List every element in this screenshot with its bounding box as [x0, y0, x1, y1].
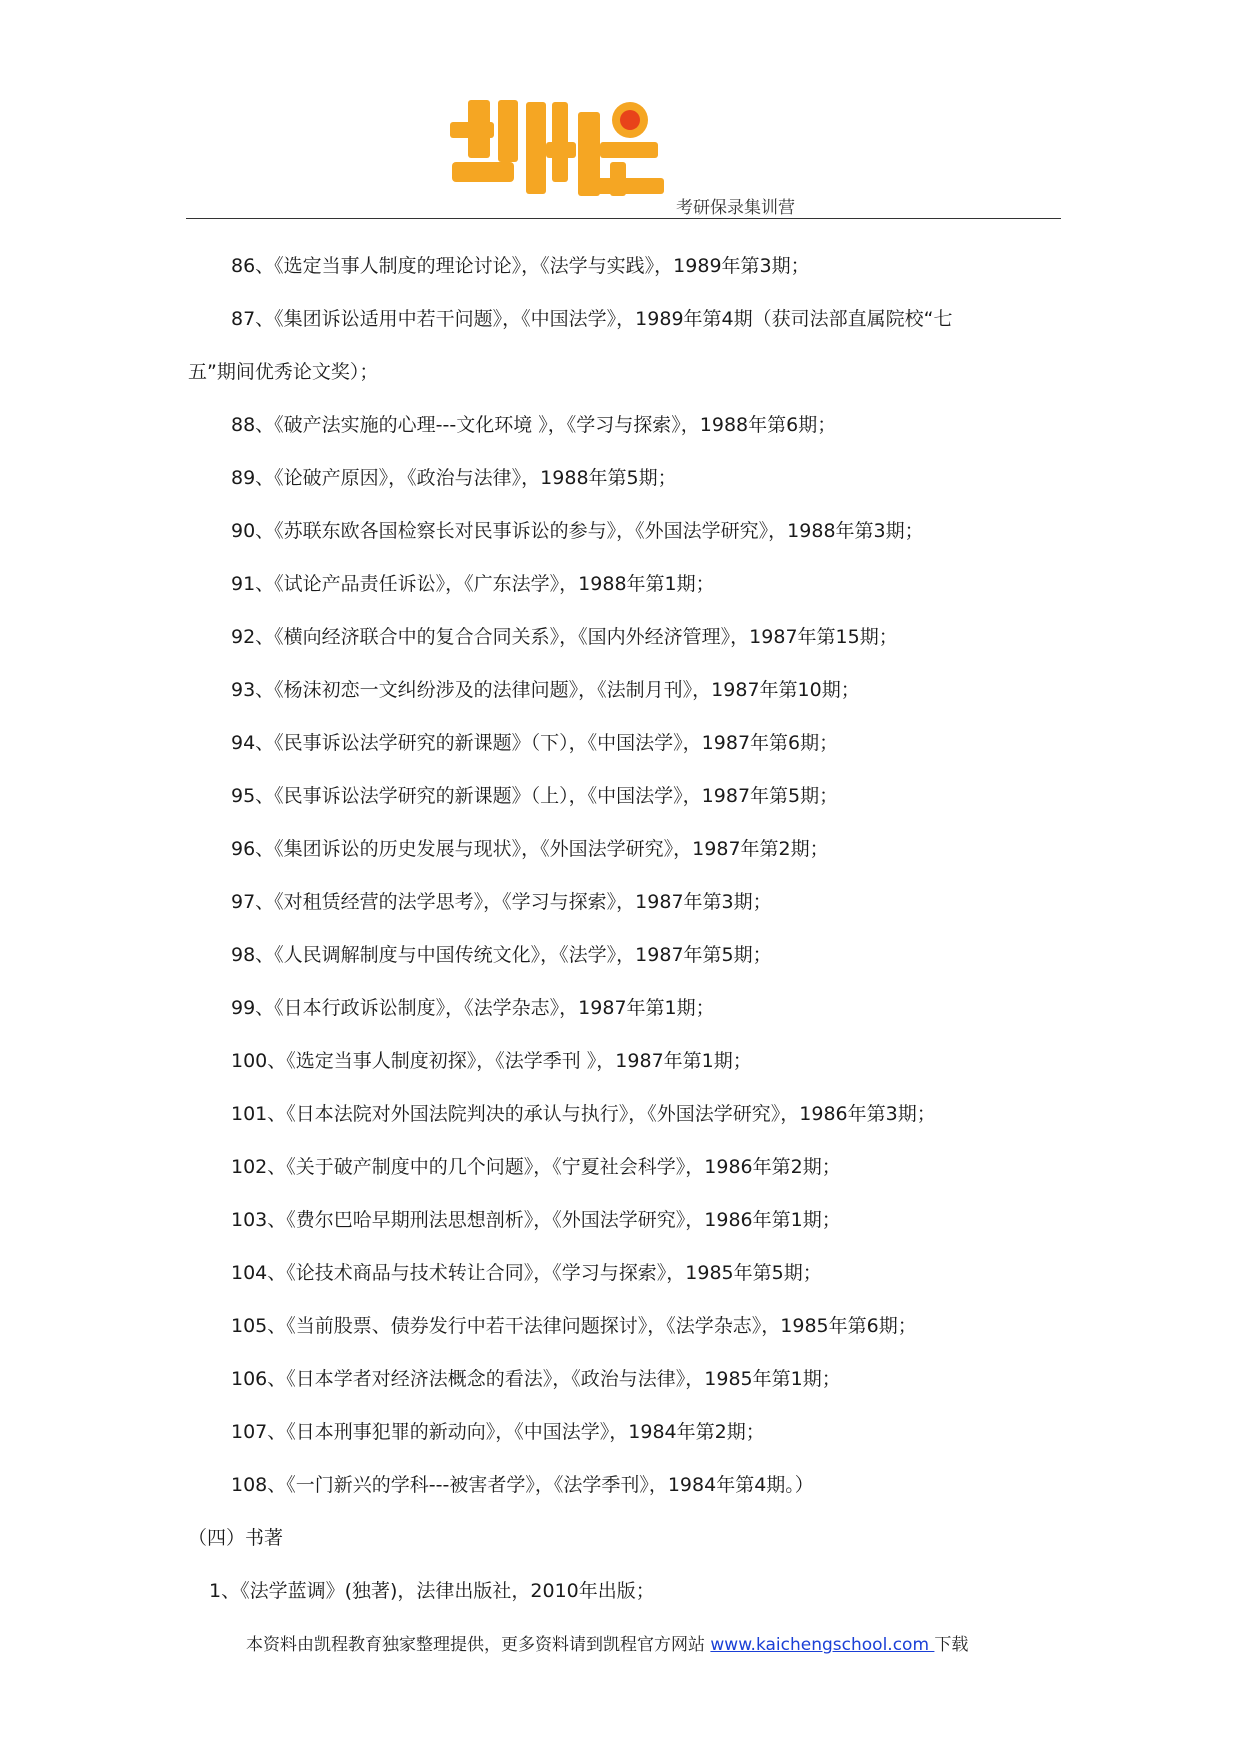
page-header — [0, 0, 1241, 222]
page-footer — [246, 1630, 968, 1655]
website-link[interactable]: www.kaichengschool.com — [710, 1635, 935, 1655]
list-item: 87、《集团诉讼适用中若干问题》，《中国法学》，1989年第4期（获司法部直属院校“七 — [231, 308, 953, 330]
list-item: 97、《对租赁经营的法学思考》，《学习与探索》，1987年第3期； — [231, 891, 772, 913]
list-item: 106、《日本学者对经济法概念的看法》，《政治与法律》，1985年第1期； — [231, 1368, 841, 1390]
kaicheng-logo — [450, 92, 670, 204]
tagline: 考研保录集训营 — [676, 198, 795, 218]
list-item: 88、《破产法实施的心理---文化环境 》，《学习与探索》，1988年第6期； — [231, 414, 837, 436]
list-item: 86、《选定当事人制度的理论讨论》，《法学与实践》，1989年第3期； — [231, 255, 810, 277]
list-item: 95、《民事诉讼法学研究的新课题》（上），《中国法学》，1987年第5期； — [231, 785, 839, 807]
list-item: 108、《一门新兴的学科---被害者学》，《法学季刊》，1984年第4期。） — [231, 1474, 814, 1496]
list-item: 96、《集团诉讼的历史发展与现状》，《外国法学研究》，1987年第2期； — [231, 838, 829, 860]
publication-list — [188, 240, 1064, 1618]
list-item: 91、《试论产品责任诉讼》，《广东法学》，1988年第1期； — [231, 573, 715, 595]
list-item: 92、《横向经济联合中的复合合同关系》，《国内外经济管理》，1987年第15期； — [231, 626, 898, 648]
list-item: 94、《民事诉讼法学研究的新课题》（下），《中国法学》，1987年第6期； — [231, 732, 839, 754]
list-item: 102、《关于破产制度中的几个问题》，《宁夏社会科学》，1986年第2期； — [231, 1156, 841, 1178]
section-heading: （四）书著 — [188, 1527, 284, 1549]
list-item: 104、《论技术商品与技术转让合同》，《学习与探索》，1985年第5期； — [231, 1262, 822, 1284]
book-item: 1、《法学蓝调》(独著)，法律出版社，2010年出版； — [209, 1580, 655, 1602]
list-item-continuation: 五”期间优秀论文奖）； — [188, 361, 379, 383]
list-item: 89、《论破产原因》，《政治与法律》，1988年第5期； — [231, 467, 677, 489]
list-item: 107、《日本刑事犯罪的新动向》，《中国法学》，1984年第2期； — [231, 1421, 765, 1443]
footer-text-end: 下载 — [934, 1635, 969, 1655]
list-item: 101、《日本法院对外国法院判决的承认与执行》，《外国法学研究》，1986年第3期； — [231, 1103, 936, 1125]
list-item: 98、《人民调解制度与中国传统文化》，《法学》，1987年第5期； — [231, 944, 772, 966]
footer-text: 本资料由凯程教育独家整理提供，更多资料请到凯程官方网站 — [246, 1635, 711, 1655]
list-item: 93、《杨沫初恋一文纠纷涉及的法律问题》，《法制月刊》，1987年第10期； — [231, 679, 860, 701]
list-item: 103、《费尔巴哈早期刑法思想剖析》，《外国法学研究》，1986年第1期； — [231, 1209, 841, 1231]
list-item: 105、《当前股票、债券发行中若干法律问题探讨》，《法学杂志》，1985年第6期； — [231, 1315, 917, 1337]
list-item: 100、《选定当事人制度初探》，《法学季刊 》，1987年第1期； — [231, 1050, 752, 1072]
list-item: 90、《苏联东欧各国检察长对民事诉讼的参与》，《外国法学研究》，1988年第3期； — [231, 520, 924, 542]
list-item: 99、《日本行政诉讼制度》，《法学杂志》，1987年第1期； — [231, 997, 715, 1019]
header-divider — [186, 218, 1061, 219]
